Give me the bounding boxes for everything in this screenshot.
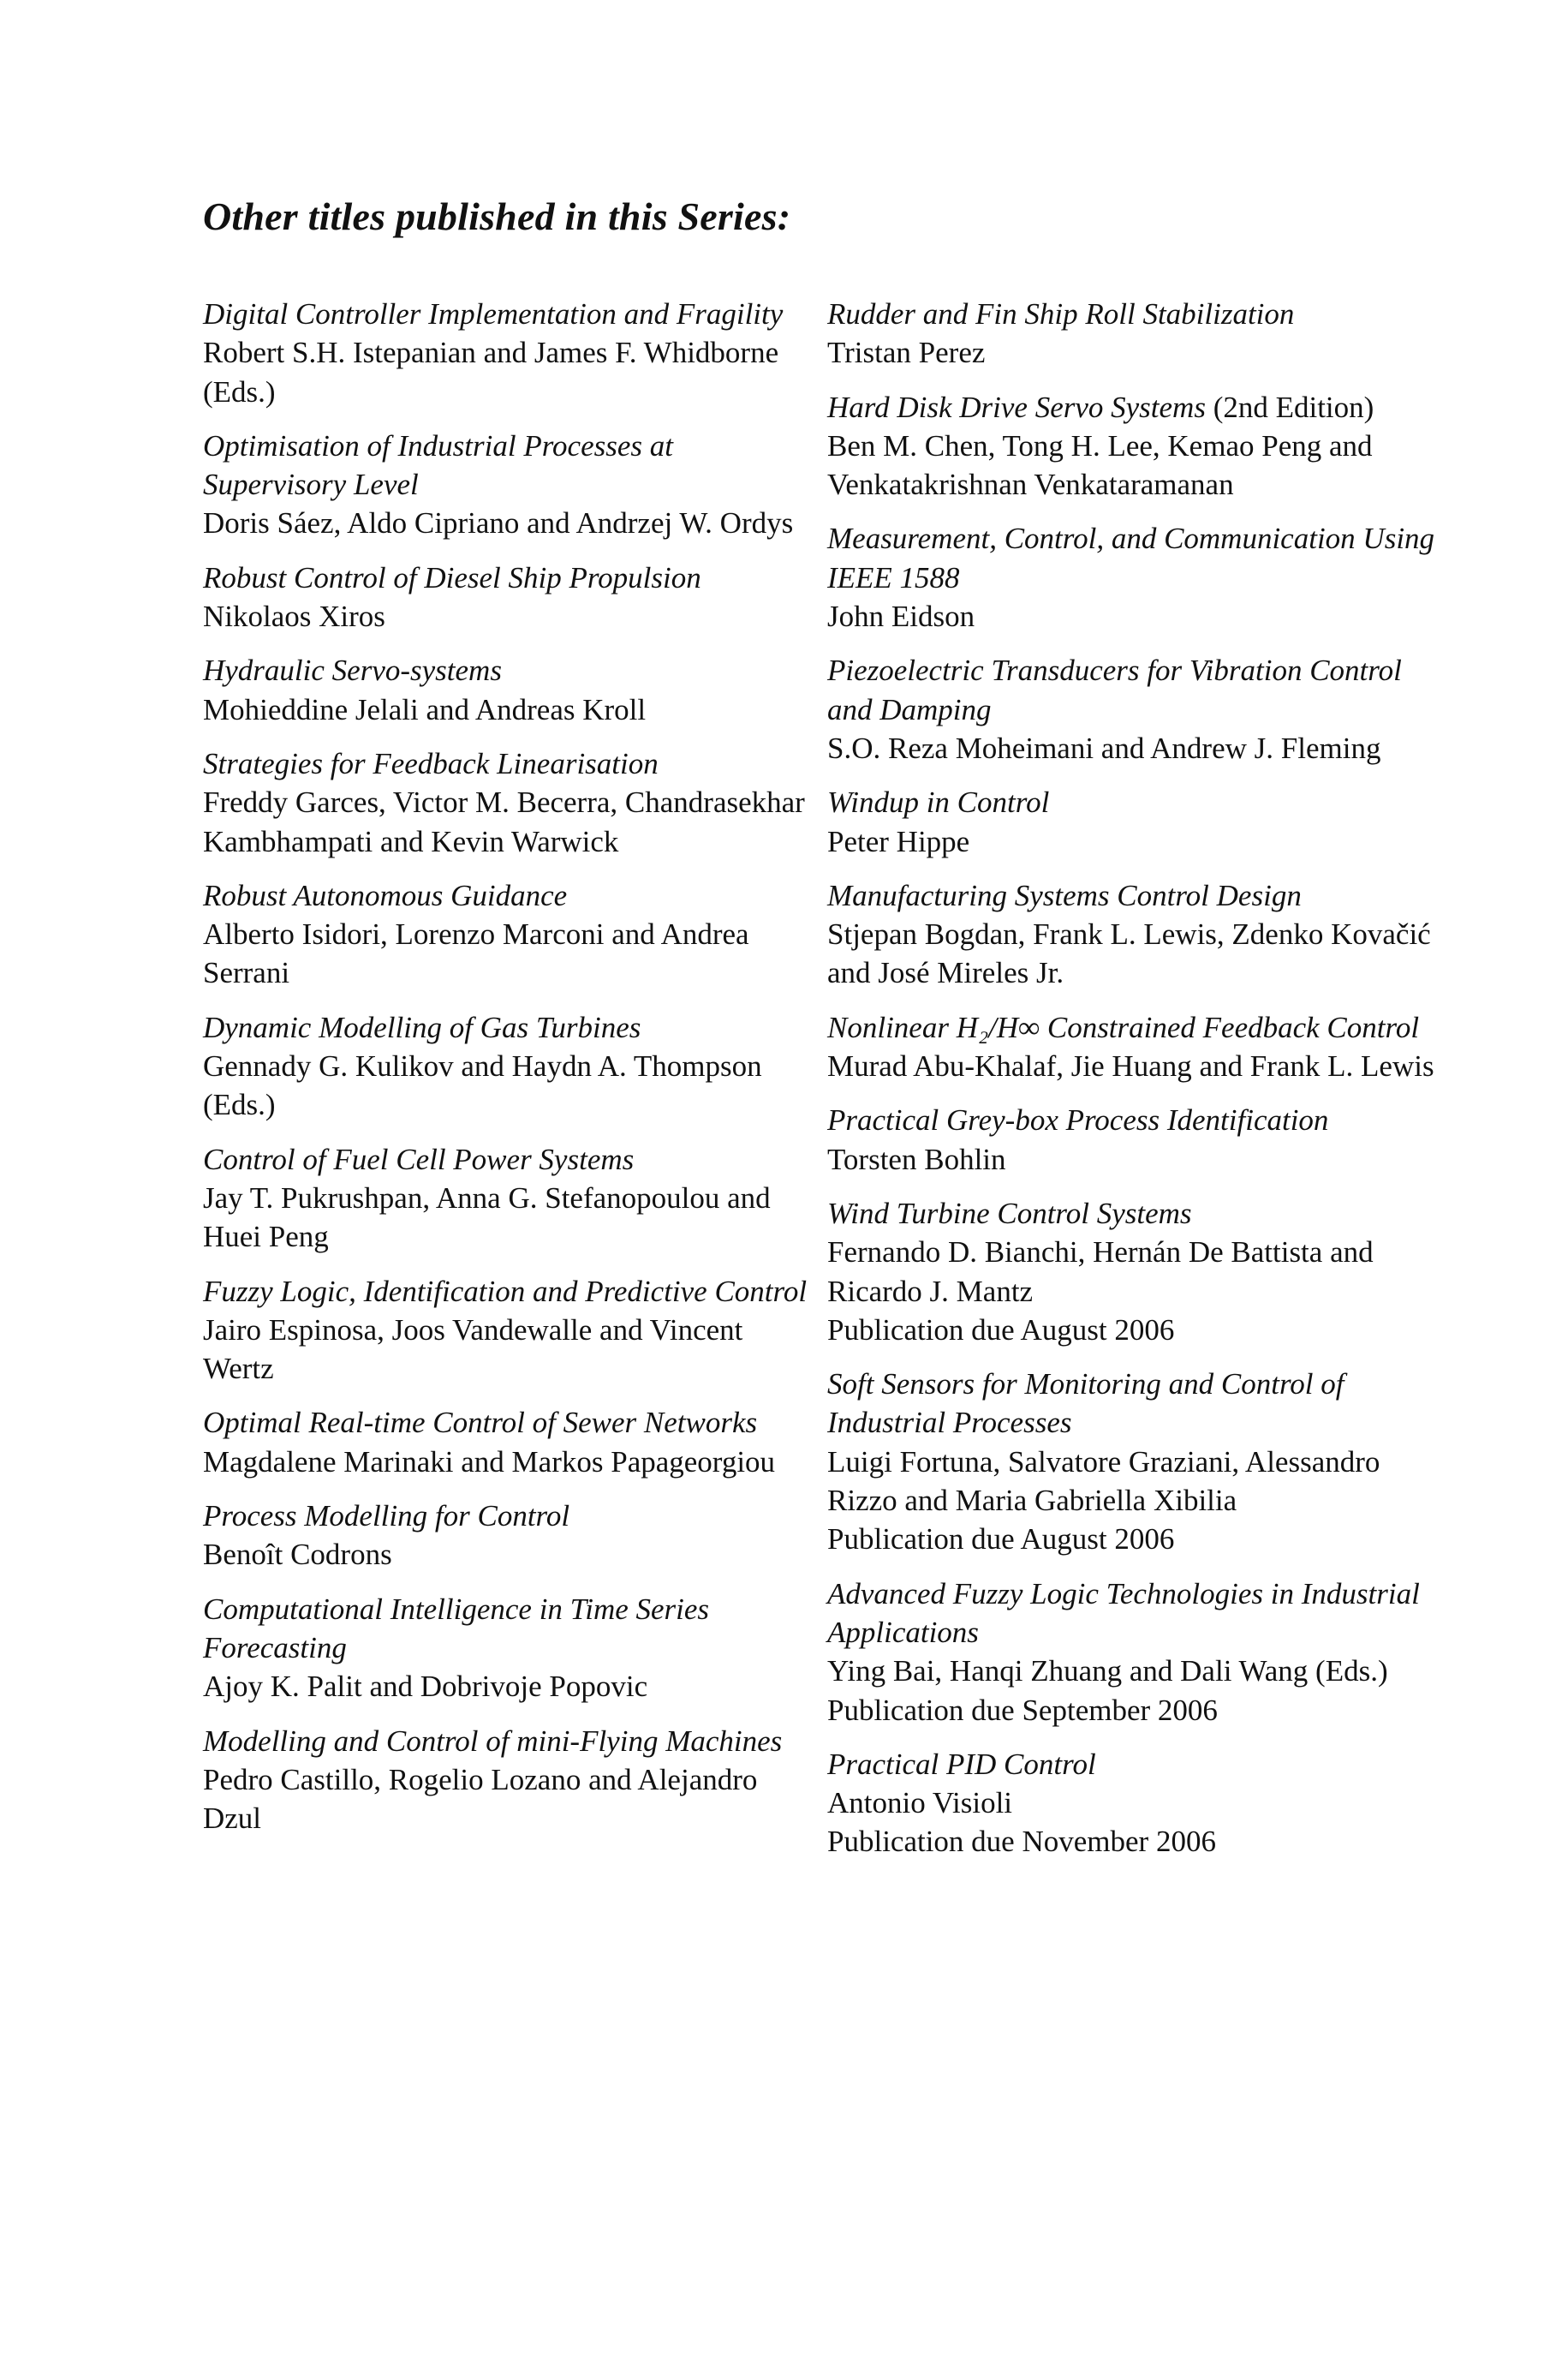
book-authors: Robert S.H. Istepanian and James F. Whidborne (Eds.): [203, 336, 779, 409]
list-item: [827, 1101, 1444, 1179]
list-item: [203, 1722, 820, 1838]
book-authors: Tristan Perez: [827, 336, 986, 370]
book-authors: Jay T. Pukrushpan, Anna G. Stefanopoulou and Huei Peng: [203, 1180, 771, 1254]
book-title: Measurement, Control, and Communication Using IEEE 1588: [827, 522, 1435, 594]
book-title: Rudder and Fin Ship Roll Stabilization: [827, 297, 1295, 331]
list-item: [827, 295, 1444, 373]
list-item: [827, 519, 1444, 636]
list-item: [827, 1574, 1444, 1730]
list-item: [827, 783, 1444, 861]
book-title: Optimisation of Industrial Processes at Supervisory Level: [203, 428, 673, 502]
book-authors: Stjepan Bogdan, Frank L. Lewis, Zdenko Kovačić and José Mireles Jr.: [827, 917, 1431, 990]
book-authors: Peter Hippe: [827, 824, 970, 858]
list-item: [203, 1140, 820, 1257]
list-item: [827, 1008, 1444, 1086]
book-authors: John Eidson: [827, 600, 975, 634]
list-item: [203, 744, 820, 861]
list-item: [203, 295, 820, 411]
book-title: Robust Control of Diesel Ship Propulsion: [203, 560, 701, 594]
book-title: Piezoelectric Transducers for Vibration Control and Damping: [827, 654, 1402, 726]
list-item: [203, 559, 820, 636]
book-authors: Nikolaos Xiros: [203, 600, 385, 634]
book-title: Modelling and Control of mini-Flying Machines: [203, 1724, 783, 1758]
list-item: [827, 1365, 1444, 1558]
right-title-list: [827, 295, 1444, 1877]
book-title: Control of Fuel Cell Power Systems: [203, 1142, 635, 1176]
book-authors: Benoît Codrons: [203, 1538, 392, 1572]
book-authors: Ying Bai, Hanqi Zhuang and Dali Wang (Eds.): [827, 1654, 1388, 1688]
book-authors: Antonio Visioli: [827, 1786, 1013, 1820]
book-authors: Magdalene Marinaki and Markos Papageorgiou: [203, 1444, 776, 1479]
book-authors: Ajoy K. Palit and Dobrivoje Popovic: [203, 1670, 648, 1704]
list-item: [203, 1590, 820, 1706]
book-authors: Fernando D. Bianchi, Hernán De Battista and Ricardo J. Mantz: [827, 1235, 1374, 1308]
book-authors: Ben M. Chen, Tong H. Lee, Kemao Peng and Venkatakrishnan Venkataramanan: [827, 428, 1373, 502]
list-item: [203, 1403, 820, 1481]
book-title: Windup in Control: [827, 786, 1050, 820]
book-title: Hydraulic Servo-systems: [203, 654, 502, 688]
book-authors: Doris Sáez, Aldo Cipriano and Andrzej W. Ordys: [203, 506, 794, 541]
book-title: Dynamic Modelling of Gas Turbines: [203, 1010, 641, 1044]
book-authors: Gennady G. Kulikov and Haydn A. Thompson (Eds.): [203, 1049, 762, 1122]
publication-note: Publication due August 2006: [827, 1312, 1175, 1347]
book-title: Advanced Fuzzy Logic Technologies in Industrial Applications: [827, 1576, 1420, 1649]
book-title: Robust Autonomous Guidance: [203, 878, 568, 912]
list-item: [203, 427, 820, 543]
book-authors: Freddy Garces, Victor M. Becerra, Chandrasekhar Kambhampati and Kevin Warwick: [203, 786, 805, 858]
book-title-line: [827, 388, 1444, 427]
book-authors: Pedro Castillo, Rogelio Lozano and Alejandro Dzul: [203, 1762, 758, 1836]
publication-note: Publication due September 2006: [827, 1693, 1218, 1727]
book-title: Practical Grey-box Process Identification: [827, 1103, 1329, 1138]
page-heading: Other titles published in this Series:: [203, 194, 791, 238]
book-authors: Torsten Bohlin: [827, 1142, 1006, 1176]
list-item: [203, 1008, 820, 1125]
book-authors: Jairo Espinosa, Joos Vandewalle and Vincent Wertz: [203, 1312, 743, 1386]
book-title: Strategies for Feedback Linearisation: [203, 746, 659, 780]
book-edition: (2nd Edition): [1205, 390, 1374, 424]
list-item: [827, 388, 1444, 505]
book-title: Process Modelling for Control: [203, 1499, 570, 1533]
list-item: [827, 1194, 1444, 1349]
book-title: Wind Turbine Control Systems: [827, 1196, 1192, 1230]
list-item: [827, 651, 1444, 768]
book-authors: Murad Abu-Khalaf, Jie Huang and Frank L. Lewis: [827, 1049, 1434, 1084]
book-title: Nonlinear H₂/H∞ Constrained Feedback Control: [827, 1010, 1420, 1044]
list-item: [203, 651, 820, 729]
list-item: [203, 1497, 820, 1574]
book-authors: S.O. Reza Moheimani and Andrew J. Fleming: [827, 731, 1381, 765]
book-title: Fuzzy Logic, Identification and Predictive Control: [203, 1274, 808, 1308]
book-title: Manufacturing Systems Control Design: [827, 878, 1302, 912]
book-title: Digital Controller Implementation and Fragility: [203, 297, 784, 331]
list-item: [203, 1272, 820, 1389]
publication-note: Publication due November 2006: [827, 1825, 1216, 1859]
book-title: Hard Disk Drive Servo Systems: [827, 390, 1206, 424]
list-item: [827, 876, 1444, 993]
list-item: [827, 1745, 1444, 1861]
book-title: Optimal Real-time Control of Sewer Networks: [203, 1406, 758, 1440]
book-authors: Luigi Fortuna, Salvatore Graziani, Alessandro Rizzo and Maria Gabriella Xibilia: [827, 1444, 1380, 1518]
book-title: Soft Sensors for Monitoring and Control of Industrial Processes: [827, 1367, 1344, 1440]
book-authors: Mohieddine Jelali and Andreas Kroll: [203, 692, 647, 726]
book-authors: Alberto Isidori, Lorenzo Marconi and Andrea Serrani: [203, 917, 749, 990]
publication-note: Publication due August 2006: [827, 1522, 1175, 1556]
list-item: [203, 876, 820, 993]
book-title: Practical PID Control: [827, 1747, 1096, 1781]
book-title: Computational Intelligence in Time Series Forecasting: [203, 1592, 710, 1664]
left-title-list: [203, 295, 820, 1853]
